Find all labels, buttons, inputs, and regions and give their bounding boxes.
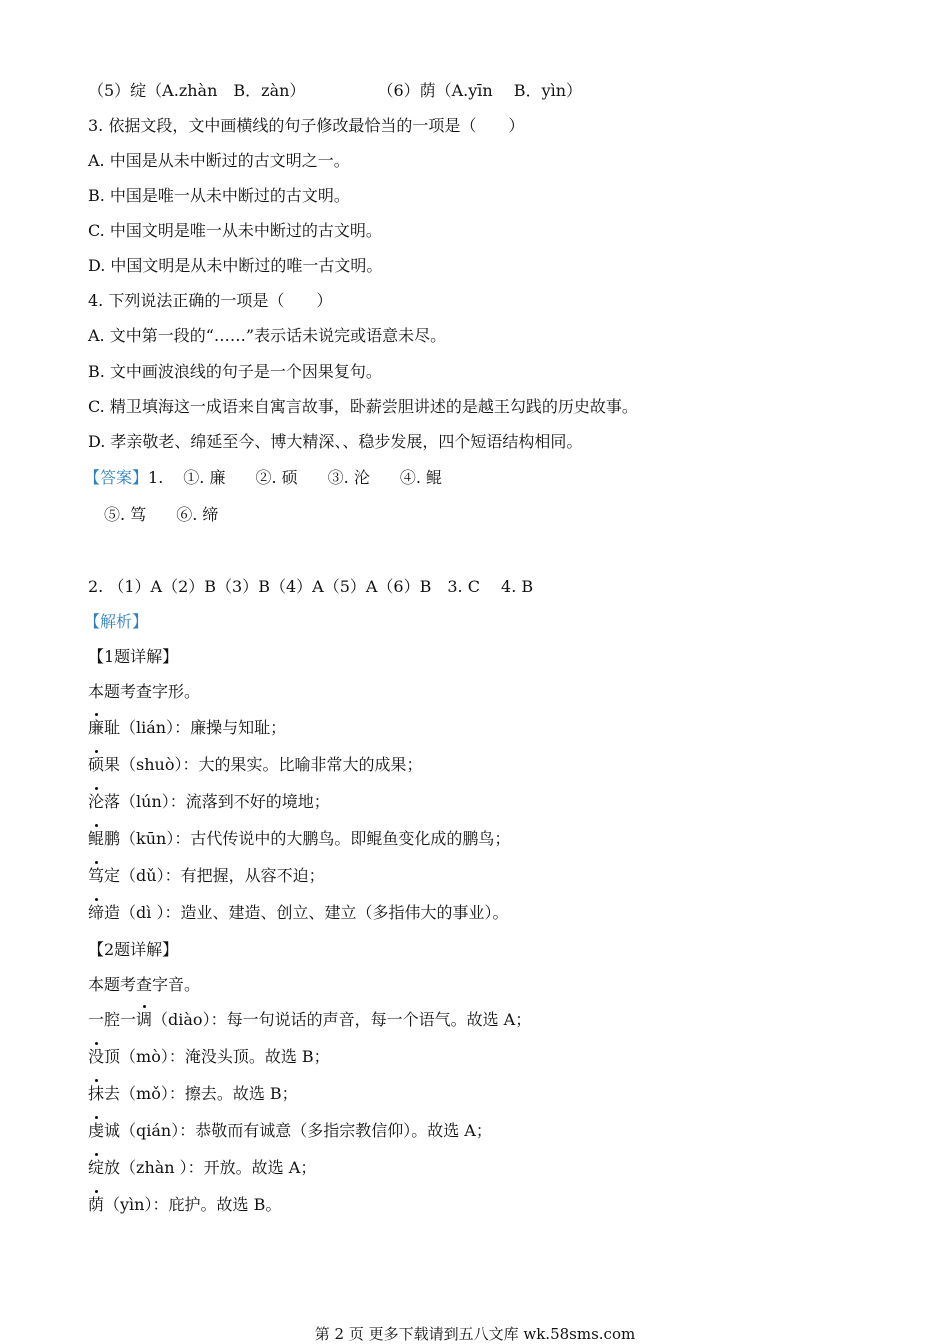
page-footer: 第 2 页 更多下载请到五八文库 wk.58sms.com	[314, 1325, 636, 1343]
question-4-option-c: C. 精卫填海这一成语来自寓言故事，卧薪尝胆讲述的是越王勾践的历史故事。	[88, 397, 638, 416]
answer-q1-prefix: 1.	[148, 468, 164, 487]
section-2-entry	[88, 1047, 330, 1067]
emphasis-char: 鲲	[88, 829, 105, 848]
entry-prefix: 一腔一	[88, 1010, 137, 1029]
entry-text: 果（shuò）：大的果实。比喻非常大的成果；	[104, 755, 423, 774]
section-1-intro: 本题考查字形。	[88, 682, 201, 701]
section-1-title: 【1题详解】	[88, 647, 179, 666]
entry-text: 定（dǔ）：有把握，从容不迫；	[104, 866, 325, 885]
entry-text: 顶（mò）：淹没头顶。故选 B；	[104, 1047, 330, 1066]
answer-line-1	[84, 468, 442, 488]
section-2-entry	[88, 1121, 492, 1141]
answer-q1-item: ③. 沦	[327, 468, 370, 487]
section-2-entry	[88, 1084, 298, 1104]
question-3-stem: 3. 依据文段，文中画横线的句子修改最恰当的一项是（ ）	[88, 116, 525, 135]
emphasis-char: 没	[88, 1047, 105, 1066]
entry-text: 鹏（kūn）：古代传说中的大鹏鸟。即鲲鱼变化成的鹏鸟；	[104, 829, 511, 848]
section-2-intro: 本题考查字音。	[88, 975, 201, 994]
answer-q1-item: ②. 硕	[255, 468, 298, 487]
section-1-entry	[88, 792, 330, 812]
entry-text: 造（dì ）：造业、建造、创立、建立（多指伟大的事业）。	[104, 903, 509, 922]
section-1-entry	[88, 829, 510, 849]
entry-text: （yìn）：庇护。故选 B。	[104, 1195, 282, 1214]
q2-item-6: （6）荫（A.yīn B．yìn）	[377, 81, 583, 100]
emphasis-char: 硕	[88, 755, 105, 774]
answer-q1-item: ⑥. 缔	[176, 505, 219, 524]
answer-q1-item: ⑤. 笃	[104, 505, 147, 524]
question-4-stem: 4. 下列说法正确的一项是（ ）	[88, 291, 333, 310]
emphasis-char: 调	[136, 1010, 153, 1029]
emphasis-char: 荫	[88, 1195, 105, 1214]
section-1-entry	[88, 903, 508, 923]
emphasis-char: 缔	[88, 903, 105, 922]
section-1-entry	[88, 866, 325, 886]
entry-text: 放（zhàn ）：开放。故选 A；	[104, 1158, 317, 1177]
emphasis-char: 笃	[88, 866, 105, 885]
emphasis-char: 虔	[88, 1121, 105, 1140]
emphasis-char: 廉	[88, 718, 105, 737]
answer-q1-item: ①. 廉	[183, 468, 226, 487]
section-2-entry	[88, 1158, 316, 1178]
emphasis-char: 沦	[88, 792, 105, 811]
question-4-option-b: B. 文中画波浪线的句子是一个因果复句。	[88, 362, 382, 381]
analysis-label: 【解析】	[84, 612, 149, 631]
question-3-option-a: A. 中国是从未中断过的古文明之一。	[88, 151, 350, 170]
section-2-entry	[88, 1010, 531, 1030]
question-3-option-b: B. 中国是唯一从未中断过的古文明。	[88, 186, 350, 205]
question-3-option-d: D. 中国文明是从未中断过的唯一古文明。	[88, 256, 383, 275]
answer-q2-to-q4: 2. （1）A（2）B（3）B（4）A（5）A（6）B 3. C 4. B	[88, 577, 534, 596]
entry-text: （diào）：每一句说话的声音，每一个语气。故选 A；	[152, 1010, 532, 1029]
entry-text: 诚（qián）：恭敬而有诚意（多指宗教信仰）。故选 A；	[104, 1121, 492, 1140]
entry-text: 耻（lián）：廉操与知耻；	[104, 718, 287, 737]
section-1-entry	[88, 755, 422, 775]
entry-text: 落（lún）：流落到不好的境地；	[104, 792, 330, 811]
q2-item-5: （5）绽（A.zhàn B．zàn）	[88, 81, 306, 100]
section-1-entry	[88, 718, 286, 738]
section-2-entry	[88, 1195, 281, 1215]
answer-label: 【答案】	[84, 468, 149, 487]
emphasis-char: 绽	[88, 1158, 105, 1177]
entry-text: 去（mǒ）：擦去。故选 B；	[104, 1084, 298, 1103]
answer-q1-item: ④. 鲲	[399, 468, 443, 487]
section-2-title: 【2题详解】	[88, 940, 179, 959]
question-4-option-d: D. 孝亲敬老、绵延至今、博大精深、、稳步发展，四个短语结构相同。	[88, 432, 583, 451]
question-3-option-c: C. 中国文明是唯一从未中断过的古文明。	[88, 221, 382, 240]
emphasis-char: 抹	[88, 1084, 105, 1103]
question-2-options-line	[88, 81, 582, 101]
answer-line-2	[104, 505, 218, 525]
question-4-option-a: A. 文中第一段的“……”表示话未说完或语意未尽。	[88, 326, 447, 345]
